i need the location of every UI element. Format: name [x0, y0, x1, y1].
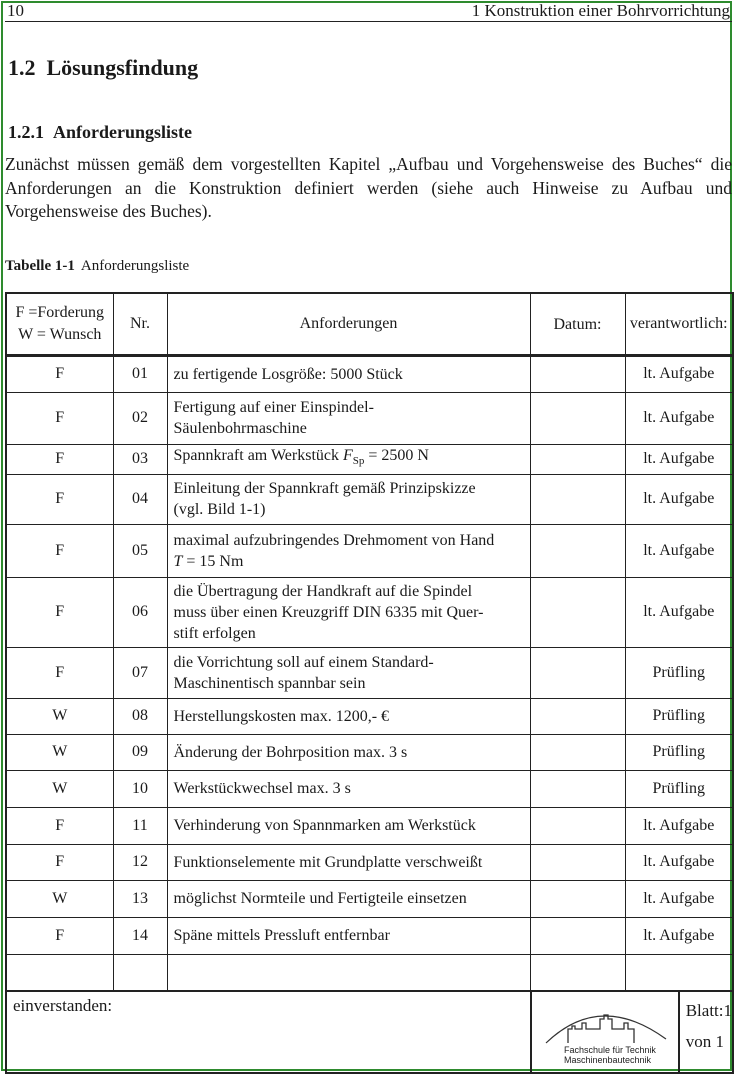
cell-type: F [6, 392, 113, 444]
running-header [5, 1, 732, 22]
cell-type: F [6, 917, 113, 954]
cell-type: W [6, 770, 113, 807]
page-number: 10 [7, 1, 24, 20]
header-datum: Datum: [530, 293, 625, 355]
cell-responsible: lt. Aufgabe [625, 917, 733, 954]
cell-type: F [6, 444, 113, 474]
cell-responsible: lt. Aufgabe [625, 474, 733, 524]
sheet-info [680, 992, 732, 1072]
cell-nr: 07 [113, 647, 167, 698]
cell-nr: 04 [113, 474, 167, 524]
cell-responsible: lt. Aufgabe [625, 524, 733, 577]
requirements-table [5, 292, 734, 1074]
table-row [6, 734, 733, 770]
table-row [6, 770, 733, 807]
cell-datum [530, 917, 625, 954]
table-row [6, 355, 733, 392]
cell-nr: 08 [113, 698, 167, 734]
subsection-heading [8, 122, 192, 143]
table-row [6, 577, 733, 647]
cell-datum [530, 577, 625, 647]
cell-responsible: Prüfling [625, 647, 733, 698]
cell-datum [530, 770, 625, 807]
cell-responsible: lt. Aufgabe [625, 577, 733, 647]
table-cell [113, 954, 167, 991]
table-cell [530, 954, 625, 991]
school-logo [530, 992, 680, 1072]
cell-datum [530, 880, 625, 917]
section-number: 1.2 [8, 55, 36, 80]
table-row [6, 444, 733, 474]
cell-responsible: Prüfling [625, 734, 733, 770]
table-row [6, 647, 733, 698]
cell-nr: 10 [113, 770, 167, 807]
logo-line2: Maschinenbautechnik [563, 1055, 651, 1065]
cell-nr: 01 [113, 355, 167, 392]
cell-datum [530, 698, 625, 734]
agreed-label: einverstanden: [6, 991, 530, 1073]
cell-datum [530, 734, 625, 770]
subsection-number: 1.2.1 [8, 122, 44, 142]
table-cell [6, 954, 113, 991]
cell-datum [530, 647, 625, 698]
cell-requirement: Einleitung der Spannkraft gemäß Prinzipskizze (vgl. Bild 1-1) [167, 474, 530, 524]
cell-requirement: Spannkraft am Werkstück $F_{Sp} = 2500$ N [167, 444, 530, 474]
cell-datum [530, 807, 625, 844]
intro-paragraph: Zunächst müssen gemäß dem vorgestellten Kapitel „Aufbau und Vorgehensweise des Buches“ die Anforderungen an die Konstruktion definiert werden (siehe auch Hinweise zu Aufbau und Vorgehensweise des Buches). [5, 154, 732, 221]
section-heading [8, 55, 198, 81]
table-cell [625, 954, 733, 991]
cell-nr: 06 [113, 577, 167, 647]
table-row-empty [6, 954, 733, 991]
cell-type: F [6, 807, 113, 844]
table-cell [167, 954, 530, 991]
table-cell [530, 991, 733, 1073]
cell-datum [530, 355, 625, 392]
cell-requirement: Funktionselemente mit Grundplatte verschweißt [167, 844, 530, 880]
cell-requirement: Verhinderung von Spannmarken am Werkstück [167, 807, 530, 844]
cell-requirement: Fertigung auf einer Einspindel- Säulenbohrmaschine [167, 392, 530, 444]
cell-nr: 12 [113, 844, 167, 880]
cell-responsible: Prüfling [625, 770, 733, 807]
cell-type: F [6, 577, 113, 647]
table-row [6, 392, 733, 444]
chapter-title: 1 Konstruktion einer Bohrvorrichtung [471, 1, 730, 20]
cell-nr: 02 [113, 392, 167, 444]
cell-requirement: zu fertigende Losgröße: 5000 Stück [167, 355, 530, 392]
table-row [6, 807, 733, 844]
cell-requirement: Änderung der Bohrposition max. 3 s [167, 734, 530, 770]
table-caption-label: Tabelle 1-1 [5, 258, 75, 274]
cell-datum [530, 524, 625, 577]
cell-type: F [6, 844, 113, 880]
cell-responsible: lt. Aufgabe [625, 807, 733, 844]
header-anforderungen: Anforderungen [167, 293, 530, 355]
cell-requirement: Herstellungskosten max. 1200,- € [167, 698, 530, 734]
cell-type: F [6, 524, 113, 577]
table-footer-row [6, 991, 733, 1073]
cell-type: W [6, 698, 113, 734]
cell-requirement: die Übertragung der Handkraft auf die Spindel muss über einen Kreuzgriff DIN 6335 mit Quer- stift erfolgen [167, 577, 530, 647]
section-title: Lösungsfindung [46, 55, 199, 80]
cell-responsible: Prüfling [625, 698, 733, 734]
sheet-total: von 1 [685, 1032, 724, 1051]
cell-requirement: Späne mittels Pressluft entfernbar [167, 917, 530, 954]
cell-type: F [6, 355, 113, 392]
cell-nr: 14 [113, 917, 167, 954]
cell-datum [530, 392, 625, 444]
table-caption [5, 258, 189, 275]
cell-nr: 13 [113, 880, 167, 917]
cell-requirement: möglichst Normteile und Fertigteile einsetzen [167, 880, 530, 917]
cell-nr: 05 [113, 524, 167, 577]
cell-responsible: lt. Aufgabe [625, 880, 733, 917]
table-row [6, 474, 733, 524]
cell-responsible: lt. Aufgabe [625, 392, 733, 444]
cell-type: F [6, 474, 113, 524]
cell-type: W [6, 734, 113, 770]
cell-requirement: die Vorrichtung soll auf einem Standard- Maschinentisch spannbar sein [167, 647, 530, 698]
cell-datum [530, 444, 625, 474]
cell-nr: 09 [113, 734, 167, 770]
cell-datum [530, 844, 625, 880]
cell-type: F [6, 647, 113, 698]
castle-logo-icon [540, 999, 670, 1065]
cell-requirement: maximal aufzubringendes Drehmoment von Hand T = 15 Nm [167, 524, 530, 577]
cell-nr: 03 [113, 444, 167, 474]
table-row [6, 524, 733, 577]
header-nr: Nr. [113, 293, 167, 355]
cell-responsible: lt. Aufgabe [625, 844, 733, 880]
table-row [6, 844, 733, 880]
table-header-row [6, 293, 733, 355]
cell-type: W [6, 880, 113, 917]
cell-responsible: lt. Aufgabe [625, 355, 733, 392]
cell-responsible: lt. Aufgabe [625, 444, 733, 474]
header-forderung-wunsch: F =Forderung W = Wunsch [6, 293, 113, 355]
table-row [6, 698, 733, 734]
table-row [6, 917, 733, 954]
header-verantwortlich: verantwortlich: [625, 293, 733, 355]
cell-datum [530, 474, 625, 524]
cell-nr: 11 [113, 807, 167, 844]
table-row [6, 880, 733, 917]
subsection-title: Anforderungsliste [53, 122, 192, 142]
logo-line1: Fachschule für Technik [563, 1045, 656, 1055]
table-caption-title: Anforderungsliste [80, 258, 190, 274]
cell-requirement: Werkstückwechsel max. 3 s [167, 770, 530, 807]
sheet-number: Blatt:1 [685, 1001, 732, 1020]
